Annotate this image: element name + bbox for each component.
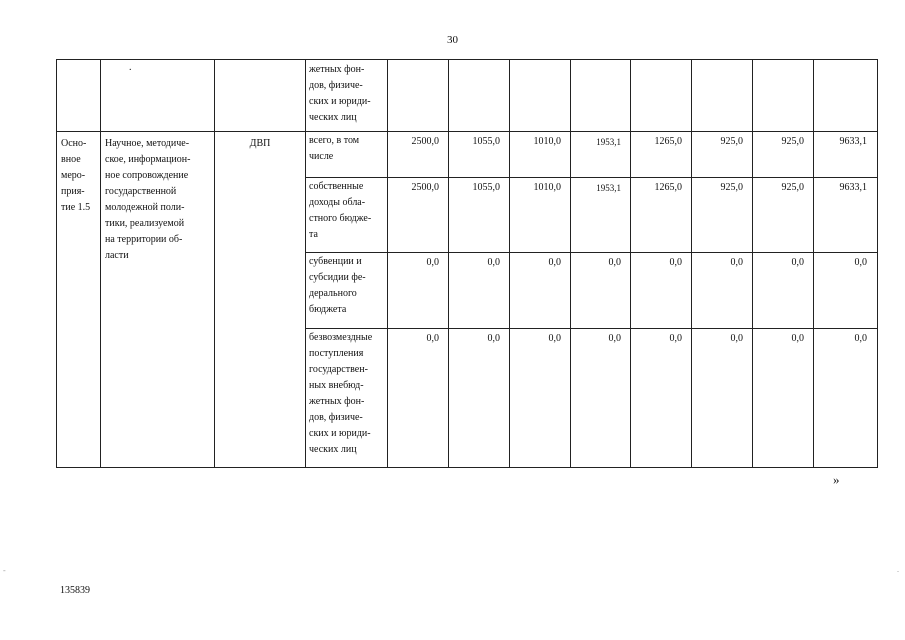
value-cell: 0,0 bbox=[571, 253, 631, 329]
source-cell: жетных фон- дов, физиче- ских и юриди- ческих лиц bbox=[306, 60, 388, 132]
value-cell-empty bbox=[692, 60, 753, 132]
continuation-row bbox=[57, 60, 878, 132]
source-cell: субвенции и субсидии фе- дерального бюджета bbox=[306, 253, 388, 329]
source-cell: всего, в том числе bbox=[306, 132, 388, 178]
source-cell: безвозмездные поступления государствен- ных внебюд- жетных фон- дов, физиче- ских и юриди- ческих лиц bbox=[306, 329, 388, 468]
responsible-executor: ДВП bbox=[249, 138, 271, 149]
value-cell: 1953,1 bbox=[571, 178, 631, 253]
value-cell: 925,0 bbox=[692, 178, 753, 253]
value-cell: 0,0 bbox=[449, 253, 510, 329]
value-cell: 0,0 bbox=[388, 329, 449, 468]
closing-quote: » bbox=[833, 472, 840, 487]
value-cell: 0,0 bbox=[692, 329, 753, 468]
value-cell: 1010,0 bbox=[510, 132, 571, 178]
left-margin-mark: - bbox=[3, 566, 6, 575]
value-cell: 1055,0 bbox=[449, 178, 510, 253]
value-cell: 9633,1 bbox=[814, 178, 878, 253]
value-cell: 925,0 bbox=[692, 132, 753, 178]
value-cell-empty bbox=[571, 60, 631, 132]
value-cell: 925,0 bbox=[753, 132, 814, 178]
value-cell: 0,0 bbox=[510, 329, 571, 468]
value-cell: 2500,0 bbox=[388, 178, 449, 253]
value-cell-empty bbox=[631, 60, 692, 132]
value-cell: 9633,1 bbox=[814, 132, 878, 178]
budget-table bbox=[56, 59, 878, 468]
value-cell: 1265,0 bbox=[631, 132, 692, 178]
value-cell: 0,0 bbox=[814, 329, 878, 468]
dot-mark: . bbox=[129, 62, 132, 73]
document-code: 135839 bbox=[60, 585, 90, 596]
value-cell: 1055,0 bbox=[449, 132, 510, 178]
right-margin-mark: . bbox=[897, 565, 899, 574]
value-cell: 2500,0 bbox=[388, 132, 449, 178]
value-cell-empty bbox=[388, 60, 449, 132]
value-cell: 0,0 bbox=[631, 329, 692, 468]
value-cell: 0,0 bbox=[449, 329, 510, 468]
value-cell: 1010,0 bbox=[510, 178, 571, 253]
responsible-cell-empty bbox=[215, 60, 306, 132]
value-cell: 0,0 bbox=[692, 253, 753, 329]
table-row-total bbox=[57, 132, 878, 178]
event-name-cell bbox=[101, 132, 215, 468]
value-cell-empty bbox=[814, 60, 878, 132]
source-cell: собственные доходы обла- стного бюдже- та bbox=[306, 178, 388, 253]
value-cell: 0,0 bbox=[388, 253, 449, 329]
value-cell: 0,0 bbox=[571, 329, 631, 468]
value-cell: 0,0 bbox=[753, 329, 814, 468]
value-cell-empty bbox=[753, 60, 814, 132]
event-cell-empty bbox=[57, 60, 101, 132]
value-cell: 0,0 bbox=[510, 253, 571, 329]
value-cell-empty bbox=[449, 60, 510, 132]
value-cell: 0,0 bbox=[814, 253, 878, 329]
value-cell: 0,0 bbox=[631, 253, 692, 329]
event-label-cell bbox=[57, 132, 101, 468]
event-label: Осно- вное меро- прия- тие 1.5 bbox=[61, 138, 91, 213]
responsible-cell bbox=[215, 132, 306, 468]
name-cell-continued bbox=[101, 60, 215, 132]
event-name: Научное, методиче- ское, информацион- ное сопровождение государственной молодежной поли- тики, реализуемой на территории об- ласти bbox=[105, 138, 191, 261]
value-cell: 0,0 bbox=[753, 253, 814, 329]
value-cell-empty bbox=[510, 60, 571, 132]
page-number: 30 bbox=[447, 34, 458, 46]
value-cell: 925,0 bbox=[753, 178, 814, 253]
value-cell: 1265,0 bbox=[631, 178, 692, 253]
value-cell: 1953,1 bbox=[571, 132, 631, 178]
